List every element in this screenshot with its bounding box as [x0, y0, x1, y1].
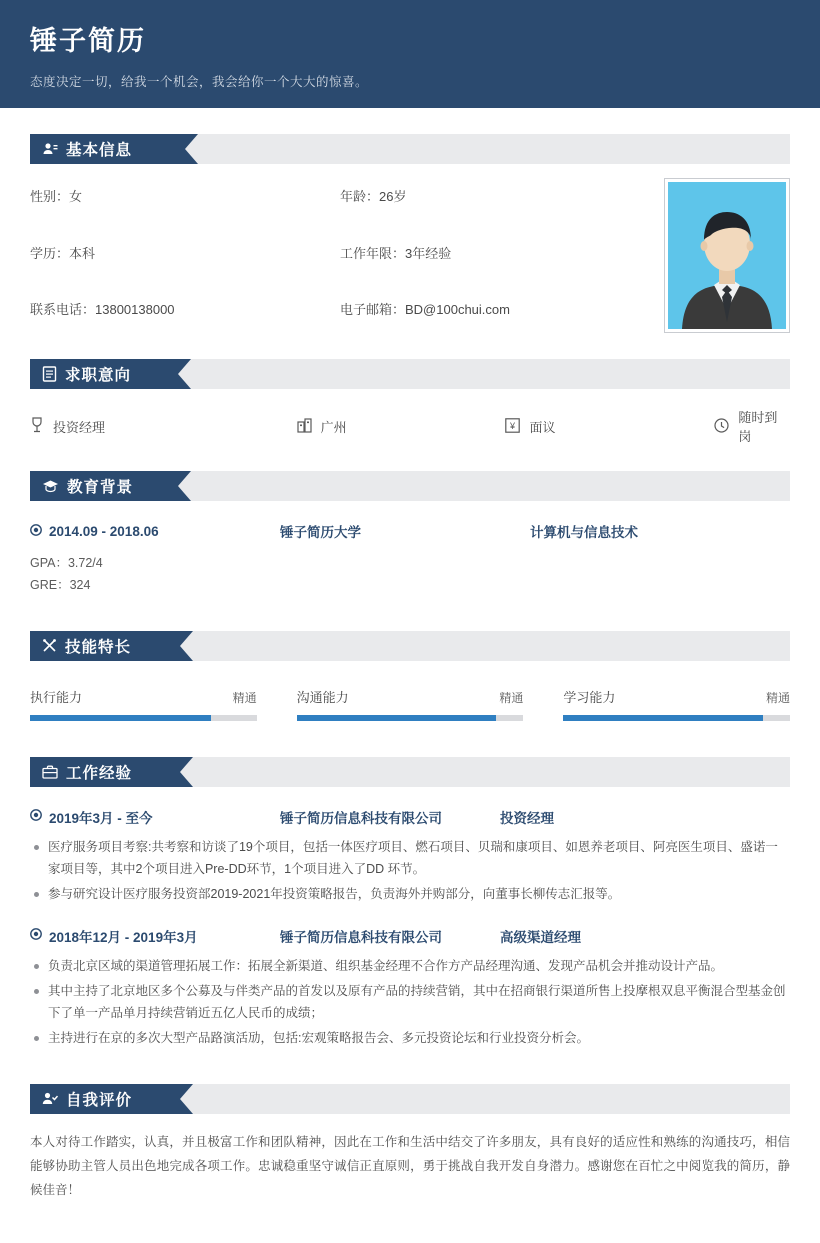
section-bar-notch — [178, 471, 191, 501]
section-title-self: 自我评价 — [66, 1091, 133, 1109]
education-date-wrap — [30, 524, 280, 539]
skill-name: 执行能力 — [30, 689, 83, 705]
skill-track — [297, 715, 524, 721]
skill-name: 沟通能力 — [296, 689, 349, 705]
salary-icon — [505, 418, 520, 435]
city-icon — [297, 418, 312, 435]
section-bar-skills — [30, 631, 180, 661]
work-date: 2019年3月 - 至今 — [49, 810, 153, 826]
self-evaluation-text: 本人对待工作踏实，认真，并且极富工作和团队精神，因此在工作和生活中结交了许多朋友，具有良好的适应性和熟练的沟通技巧，相信能够协助主管人员出色地完成各项工作。忠诚稳重坚守诚信正直原则，勇于挑战自我开发自身潜力。感谢您在百忙之中阅览我的简历，静候佳音！ — [30, 1134, 790, 1198]
skill-fill — [30, 715, 211, 721]
graduation-cap-icon — [42, 479, 59, 493]
skill-level: 精通 — [232, 690, 257, 705]
skill-level: 精通 — [499, 690, 524, 705]
section-header-work — [30, 757, 790, 787]
section-header-self — [30, 1084, 790, 1114]
skill-name: 学习能力 — [563, 689, 616, 705]
section-bar-notch — [185, 134, 198, 164]
skills-list — [30, 687, 790, 721]
intention-availability — [714, 407, 790, 445]
section-bar-intention — [30, 359, 178, 389]
work-point: 主持进行在京的多次大型产品路演活劢，包括:宏观策略报告会、多元投资论坛和行业投资分析会。 — [30, 1027, 790, 1049]
intention-salary — [505, 407, 714, 445]
education-details — [30, 553, 790, 597]
section-header-intention — [30, 359, 790, 389]
work-point: 其中主持了北京地区多个公募及与伴类产品的首发以及原有产品的持续营销，其中在招商银行渠道所售上投摩根双息平衡混合型基金创下了单一产品单月持续营销近五亿人民币的成绩； — [30, 980, 790, 1025]
education-entry-head — [30, 521, 790, 541]
skill-item — [30, 687, 257, 721]
position-icon — [30, 417, 44, 435]
clock-icon — [714, 418, 729, 435]
work-point: 医疗服务项目考察:共考察和访谈了19个项目，包括一体医疗项目、燃石项目、贝瑞和康项目、如恩养老项目、阿亮医生项目、盛诺一家项目等，其中2个项目进入Pre-DD环节，1个项目进入了DD 环节。 — [30, 836, 790, 881]
section-skills — [0, 631, 820, 721]
education-entry — [30, 521, 790, 597]
work-company: 锤子简历信息科技有限公司 — [280, 810, 442, 826]
basic-field-age: 年龄：26岁 — [340, 189, 407, 204]
skill-fill — [297, 715, 496, 721]
section-title-skills: 技能特长 — [65, 638, 132, 656]
svg-text:¥: ¥ — [510, 420, 516, 431]
work-point: 参与研究设计医疗服务投资部2019-2021年投资策略报告，负责海外并购部分，向董事长柳传志汇报等。 — [30, 883, 790, 905]
education-major: 计算机与信息技术 — [530, 525, 638, 540]
section-title-education: 教育背景 — [67, 479, 134, 496]
bullet-dot-icon — [30, 524, 42, 539]
section-title-basic: 基本信息 — [66, 142, 133, 159]
intention-city — [297, 407, 506, 445]
skill-track — [563, 715, 790, 721]
intention-position-text: 投资经理 — [53, 419, 106, 435]
section-bar-notch — [180, 631, 193, 661]
work-point: 负责北京区域的渠道管理拓展工作：拓展全新渠道、组织基金经理不合作方产品经理沟通、发现产品机会并推动设计产品。 — [30, 955, 790, 977]
avatar-image — [668, 182, 786, 329]
section-education — [0, 471, 820, 597]
tools-icon — [42, 638, 57, 653]
basic-field-experience: 工作年限：3年经验 — [340, 245, 452, 261]
section-header-basic — [30, 134, 790, 164]
basic-field-education: 学历：本科 — [30, 245, 96, 261]
candidate-slogan: 态度决定一切，给我一个机会，我会给你一个大大的惊喜。 — [30, 74, 369, 89]
person-check-icon — [42, 1091, 58, 1106]
basic-field-phone: 联系电话：13800138000 — [30, 302, 175, 318]
education-detail-gpa: GPA：3.72/4 — [30, 556, 103, 570]
candidate-name: 锤子简历 — [30, 25, 146, 56]
resume-header — [0, 0, 820, 108]
intention-salary-text: 面议 — [529, 419, 556, 435]
basic-info-grid — [30, 178, 650, 333]
work-company: 锤子简历信息科技有限公司 — [280, 929, 442, 945]
work-date-wrap — [30, 807, 280, 827]
section-bar-education — [30, 471, 178, 501]
section-job-intention — [0, 359, 820, 445]
skill-track — [30, 715, 257, 721]
basic-field-gender: 性别：女 — [30, 189, 83, 204]
work-date: 2018年12月 - 2019年3月 — [49, 929, 198, 945]
section-bar-notch — [180, 757, 193, 787]
section-title-work: 工作经验 — [66, 764, 133, 782]
avatar — [664, 178, 790, 333]
education-detail-gre: GRE：324 — [30, 577, 91, 592]
section-work-experience — [0, 757, 820, 1050]
skill-labels — [297, 687, 524, 706]
bullet-dot-icon — [30, 928, 42, 943]
skill-level: 精通 — [766, 690, 791, 705]
user-card-icon — [42, 141, 58, 157]
skill-item — [563, 687, 790, 721]
education-date: 2014.09 - 2018.06 — [49, 523, 159, 539]
intention-availability-text: 随时到岗 — [738, 410, 778, 444]
section-bar-work — [30, 757, 180, 787]
work-entry — [30, 926, 790, 1050]
bottom-spacer — [30, 1203, 790, 1243]
work-date-wrap — [30, 926, 280, 946]
skill-labels — [30, 687, 257, 706]
briefcase-icon — [42, 765, 58, 779]
section-basic-info — [0, 134, 820, 333]
work-points — [30, 836, 790, 906]
section-bar-notch — [180, 1084, 193, 1114]
skill-labels — [563, 687, 790, 706]
work-title: 高级渠道经理 — [500, 929, 581, 945]
basic-field-email: 电子邮箱：BD@100chui.com — [340, 302, 510, 318]
document-icon — [42, 366, 57, 382]
section-bar-self — [30, 1084, 180, 1114]
skill-item — [297, 687, 524, 721]
work-title: 投资经理 — [500, 810, 554, 826]
intention-row — [30, 407, 790, 445]
section-bar-basic — [30, 134, 185, 164]
intention-position — [30, 407, 297, 445]
section-header-skills — [30, 631, 790, 661]
intention-city-text: 广州 — [320, 419, 347, 435]
work-points — [30, 955, 790, 1050]
section-header-education — [30, 471, 790, 501]
section-title-intention: 求职意向 — [65, 367, 132, 384]
section-self-evaluation — [0, 1084, 820, 1243]
work-entry-head — [30, 807, 790, 827]
skill-fill — [563, 715, 762, 721]
education-school: 锤子简历大学 — [280, 525, 361, 540]
work-entry — [30, 807, 790, 906]
basic-info-body — [30, 178, 790, 333]
work-entry-head — [30, 926, 790, 946]
bullet-dot-icon — [30, 809, 42, 824]
section-bar-notch — [178, 359, 191, 389]
